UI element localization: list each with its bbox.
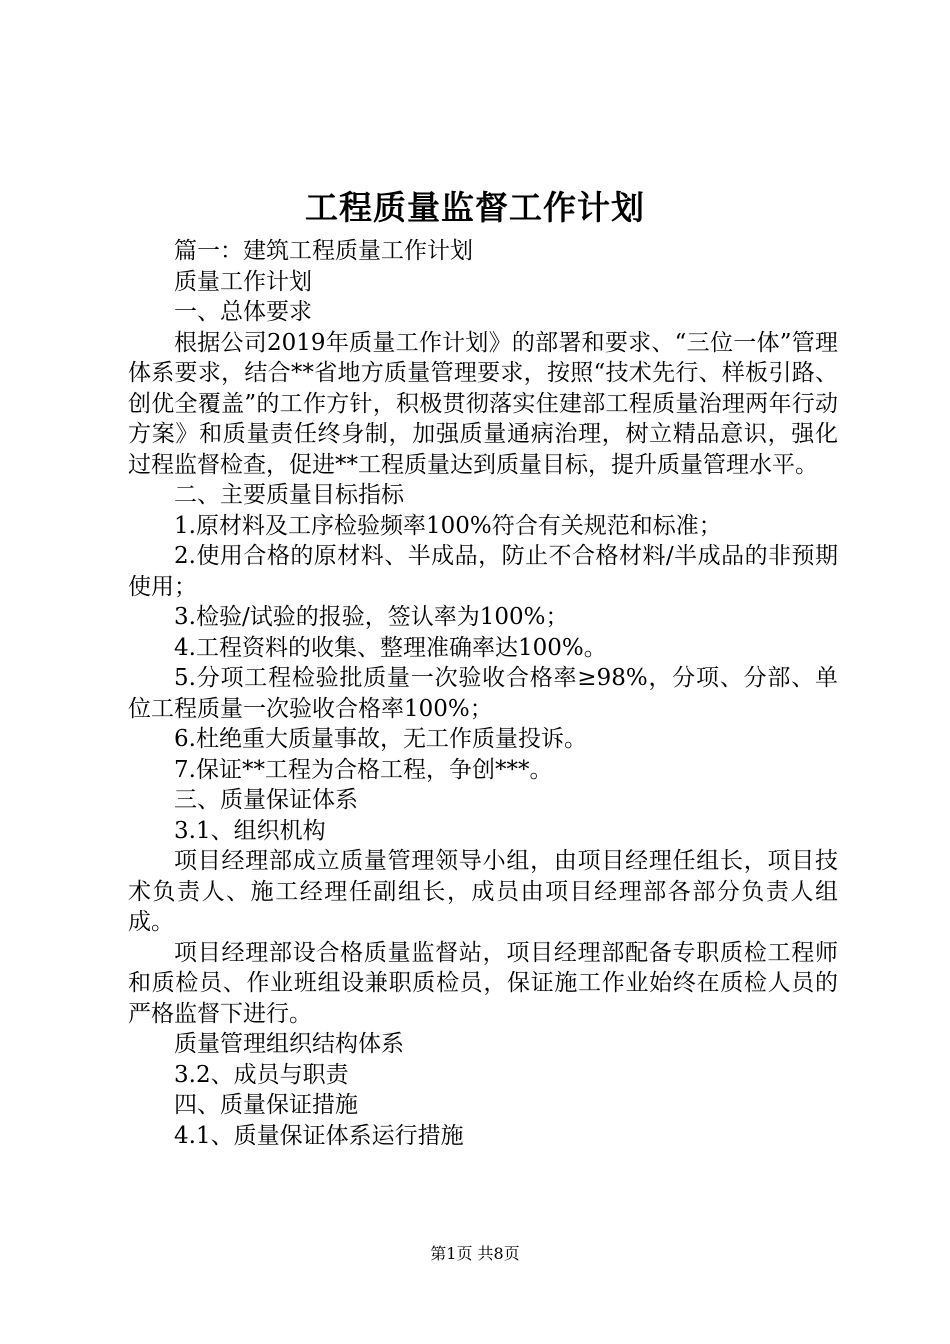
document-title: 工程质量监督工作计划 xyxy=(305,188,645,227)
paragraph-organization-2: 项目经理部设合格质量监督站，项目经理部配备专职质检工程师和质检员、作业班组设兼职质检员，保证施工作业始终在质检人员的严格监督下进行。 xyxy=(128,939,838,1027)
section-heading-quality-targets: 二、主要质量目标指标 xyxy=(174,482,404,508)
paragraph-organization-1: 项目经理部成立质量管理领导小组，由项目经理任组长，项目技术负责人、施工经理任副组长，成员由项目经理部各部分负责人组成。 xyxy=(128,848,838,935)
subsection-heading-system-operation: 4.1、质量保证体系运行措施 xyxy=(174,1122,464,1149)
section-heading-quality-measures: 四、质量保证措施 xyxy=(174,1092,358,1118)
document-body xyxy=(128,236,838,1151)
paragraph-chapter-heading: 篇一：建筑工程质量工作计划 xyxy=(174,238,473,264)
list-item-target-2: 2.使用合格的原材料、半成品，防止不合格材料/半成品的非预期使用； xyxy=(128,543,838,600)
paragraph-org-structure: 质量管理组织结构体系 xyxy=(174,1031,404,1057)
page-footer: 第1页 共8页 xyxy=(430,1244,520,1263)
list-item-target-7: 7.保证**工程为合格工程，争创***。 xyxy=(174,756,553,783)
section-heading-general-requirements: 一、总体要求 xyxy=(174,299,312,325)
subsection-heading-organization: 3.1、组织机构 xyxy=(174,817,326,844)
list-item-target-5: 5.分项工程检验批质量一次验收合格率≥98%，分项、分部、单位工程质量一次验收合格率100%； xyxy=(128,665,838,722)
paragraph-plan-title: 质量工作计划 xyxy=(174,268,312,295)
paragraph-general-requirements: 根据公司2019年质量工作计划》的部署和要求、“三位一体”管理体系要求，结合**省地方质量管理要求，按照“技术先行、样板引路、创优全覆盖”的工作方针，积极贯彻落实住建部工程质量治理两年行动方案》和质量责任终身制，加强质量通病治理，树立精品意识，强化过程监督检查，促进**工程质量达到质量目标，提升质量管理水平。 xyxy=(128,329,838,478)
subsection-heading-members-duties: 3.2、成员与职责 xyxy=(174,1061,349,1088)
list-item-target-1: 1.原材料及工序检验频率100%符合有关规范和标准； xyxy=(174,512,722,539)
section-heading-quality-system: 三、质量保证体系 xyxy=(174,787,358,813)
list-item-target-4: 4.工程资料的收集、整理准确率达100%。 xyxy=(174,634,607,661)
list-item-target-6: 6.杜绝重大质量事故，无工作质量投诉。 xyxy=(174,726,587,752)
list-item-target-3: 3.检验/试验的报验，签认率为100%； xyxy=(174,604,569,630)
